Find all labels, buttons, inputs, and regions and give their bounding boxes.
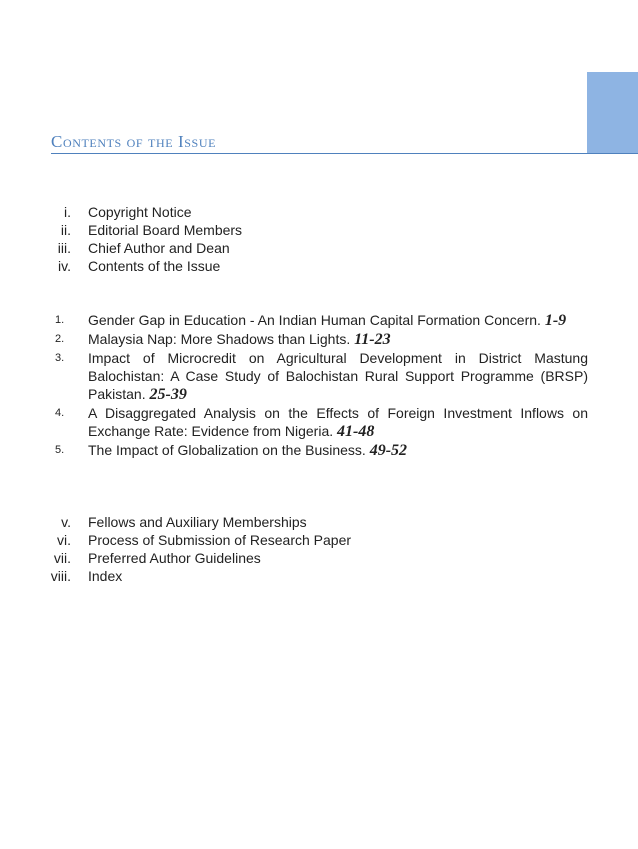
article-title <box>88 311 588 330</box>
article-item[interactable] <box>0 441 638 460</box>
item-number: i. <box>64 204 71 220</box>
page-range: 41-48 <box>337 423 375 440</box>
page-range: 11-23 <box>354 331 391 348</box>
article-title-text: Impact of Microcredit on Agricultural Development in District Mastung Balochistan: A Case Study of Balochistan Rural Support Programme (BRSP) Pakistan. <box>88 350 588 402</box>
item-number: v. <box>61 514 71 530</box>
article-title <box>88 404 588 441</box>
item-title: Process of Submission of Research Paper <box>88 532 352 548</box>
list-item[interactable] <box>0 257 638 275</box>
item-title: Preferred Author Guidelines <box>88 550 261 566</box>
list-item[interactable] <box>0 531 638 549</box>
article-title-text: Malaysia Nap: More Shadows than Lights. <box>88 331 351 347</box>
list-item[interactable] <box>0 567 638 585</box>
item-number: 2. <box>55 333 65 345</box>
item-number: iii. <box>57 240 71 256</box>
page-range: 49-52 <box>369 442 408 459</box>
article-title <box>88 441 588 460</box>
article-title-text: A Disaggregated Analysis on the Effects of Foreign Investment Inflows on Exchange Rate: Evidence from Nigeria. <box>88 405 588 439</box>
page-range: 25-39 <box>149 386 187 403</box>
article-item[interactable] <box>0 311 638 330</box>
item-number: viii. <box>50 568 71 584</box>
back-matter-list <box>0 513 638 585</box>
page-title: Contents of the Issue <box>51 132 217 151</box>
item-title: Index <box>88 568 123 584</box>
item-number: vi. <box>57 532 71 548</box>
item-number: 5. <box>55 444 65 456</box>
item-title: Contents of the Issue <box>88 258 221 274</box>
item-number: 4. <box>55 407 65 419</box>
heading-rule <box>51 153 638 154</box>
item-title: Copyright Notice <box>88 204 192 220</box>
item-number: vii. <box>53 550 71 566</box>
front-matter-list <box>0 203 638 275</box>
item-number: iv. <box>58 258 71 274</box>
article-title <box>88 349 588 404</box>
list-item[interactable] <box>0 549 638 567</box>
item-number: 3. <box>55 352 65 364</box>
item-title: Editorial Board Members <box>88 222 243 238</box>
list-item[interactable] <box>0 239 638 257</box>
articles-list <box>0 311 638 460</box>
article-title-text: Gender Gap in Education - An Indian Human Capital Formation Concern. <box>88 312 541 328</box>
item-title: Fellows and Auxiliary Memberships <box>88 514 307 530</box>
list-item[interactable] <box>0 203 638 221</box>
item-title: Chief Author and Dean <box>88 240 230 256</box>
page-range: 1-9 <box>544 312 567 329</box>
article-item[interactable] <box>0 349 638 404</box>
article-title-text: The Impact of Globalization on the Business. <box>88 442 366 458</box>
article-item[interactable] <box>0 330 638 349</box>
item-number: ii. <box>60 222 71 238</box>
article-item[interactable] <box>0 404 638 441</box>
accent-block <box>587 72 638 153</box>
article-title <box>88 330 588 349</box>
list-item[interactable] <box>0 513 638 531</box>
item-number: 1. <box>55 314 65 326</box>
list-item[interactable] <box>0 221 638 239</box>
